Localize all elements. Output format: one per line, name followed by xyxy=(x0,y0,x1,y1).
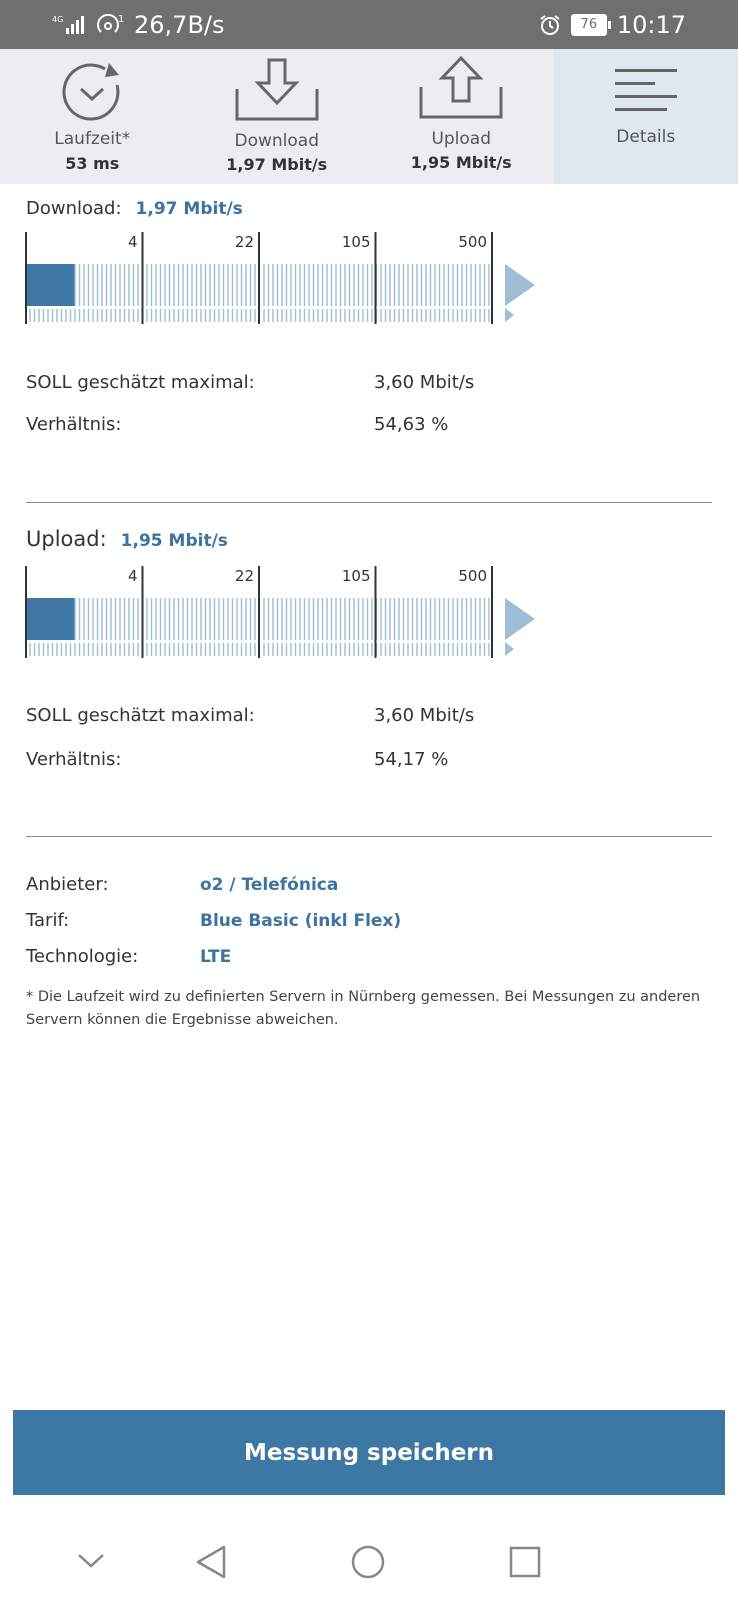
tab-details-label: Details xyxy=(616,127,676,147)
download-gauge-scale-label: 500 xyxy=(458,233,487,251)
download-title: Download: xyxy=(26,198,122,219)
tab-upload-value: 1,95 Mbit/s xyxy=(410,153,512,172)
upload-gauge-scale-label: 500 xyxy=(458,567,487,585)
divider xyxy=(26,836,712,837)
upload-gauge-scale-label: 105 xyxy=(341,567,371,585)
download-gauge xyxy=(20,232,540,332)
clock: 10:17 xyxy=(616,10,686,39)
tab-download-label: Download xyxy=(234,131,319,151)
save-measurement-button[interactable]: Messung speichern xyxy=(13,1410,725,1495)
upload-soll-value: 3,60 Mbit/s xyxy=(374,705,475,726)
tab-bar xyxy=(0,49,738,184)
signal-icon xyxy=(52,14,88,36)
download-gauge-arrow-small xyxy=(505,308,514,322)
upload-icon xyxy=(418,55,504,119)
tab-upload[interactable] xyxy=(369,49,554,184)
provider-label: Anbieter: xyxy=(26,874,109,895)
upload-heading xyxy=(26,527,228,551)
download-heading xyxy=(26,198,243,219)
data-rate: 26,7B/s xyxy=(134,10,225,39)
upload-gauge-scale-label: 22 xyxy=(234,567,254,585)
home-icon[interactable] xyxy=(350,1544,386,1580)
clock-refresh-icon xyxy=(57,57,127,127)
tab-download[interactable] xyxy=(185,49,370,184)
download-icon xyxy=(234,57,320,121)
status-bar xyxy=(0,0,738,49)
technology-value: LTE xyxy=(200,947,232,967)
upload-value: 1,95 Mbit/s xyxy=(120,531,228,551)
tab-download-value: 1,97 Mbit/s xyxy=(226,155,328,174)
download-ratio-value: 54,63 % xyxy=(374,414,449,435)
chevron-down-icon[interactable] xyxy=(76,1552,106,1570)
system-nav-bar xyxy=(0,1520,738,1600)
battery-icon: 76 xyxy=(571,14,607,36)
upload-gauge-scale-label: 4 xyxy=(127,567,138,585)
footnote: * Die Laufzeit wird zu definierten Servern in Nürnberg gemessen. Bei Messungen zu anderen Servern können die Ergebnisse abweichen. xyxy=(26,989,701,1028)
download-soll-label: SOLL geschätzt maximal: xyxy=(26,372,255,393)
download-gauge-arrow xyxy=(505,264,535,306)
download-soll-value: 3,60 Mbit/s xyxy=(374,372,475,393)
tariff-value: Blue Basic (inkl Flex) xyxy=(200,911,402,931)
upload-ratio-value: 54,17 % xyxy=(374,749,449,770)
download-gauge-fill xyxy=(26,264,74,306)
upload-gauge-fill xyxy=(26,598,74,640)
download-value: 1,97 Mbit/s xyxy=(135,199,243,219)
download-gauge-scale-label: 4 xyxy=(127,233,138,251)
tab-details[interactable] xyxy=(554,49,738,184)
tab-laufzeit-label: Laufzeit* xyxy=(54,129,131,149)
upload-gauge-arrow-small xyxy=(505,642,514,656)
back-icon[interactable] xyxy=(194,1544,228,1580)
download-gauge-scale-label: 22 xyxy=(234,233,254,251)
provider-value: o2 / Telefónica xyxy=(200,875,339,895)
tariff-label: Tarif: xyxy=(26,910,70,931)
technology-label: Technologie: xyxy=(26,946,139,967)
tab-laufzeit-value: 53 ms xyxy=(65,154,120,173)
menu-lines-icon xyxy=(613,67,679,113)
upload-ratio-label: Verhältnis: xyxy=(26,749,122,770)
alarm-icon xyxy=(539,14,561,36)
upload-gauge-arrow xyxy=(505,598,535,640)
upload-title: Upload: xyxy=(26,527,107,551)
svg-text:4G: 4G xyxy=(52,14,64,24)
status-bar-left xyxy=(52,0,225,49)
recents-icon[interactable] xyxy=(508,1545,542,1579)
upload-soll-label: SOLL geschätzt maximal: xyxy=(26,705,255,726)
tab-upload-label: Upload xyxy=(431,129,492,149)
svg-text:1: 1 xyxy=(118,13,125,25)
tab-laufzeit[interactable] xyxy=(0,49,185,184)
download-gauge-scale-label: 105 xyxy=(341,233,371,251)
divider xyxy=(26,502,712,503)
upload-gauge xyxy=(20,566,540,666)
download-ratio-label: Verhältnis: xyxy=(26,414,122,435)
hotspot-icon xyxy=(96,13,126,37)
status-bar-right xyxy=(539,0,686,49)
